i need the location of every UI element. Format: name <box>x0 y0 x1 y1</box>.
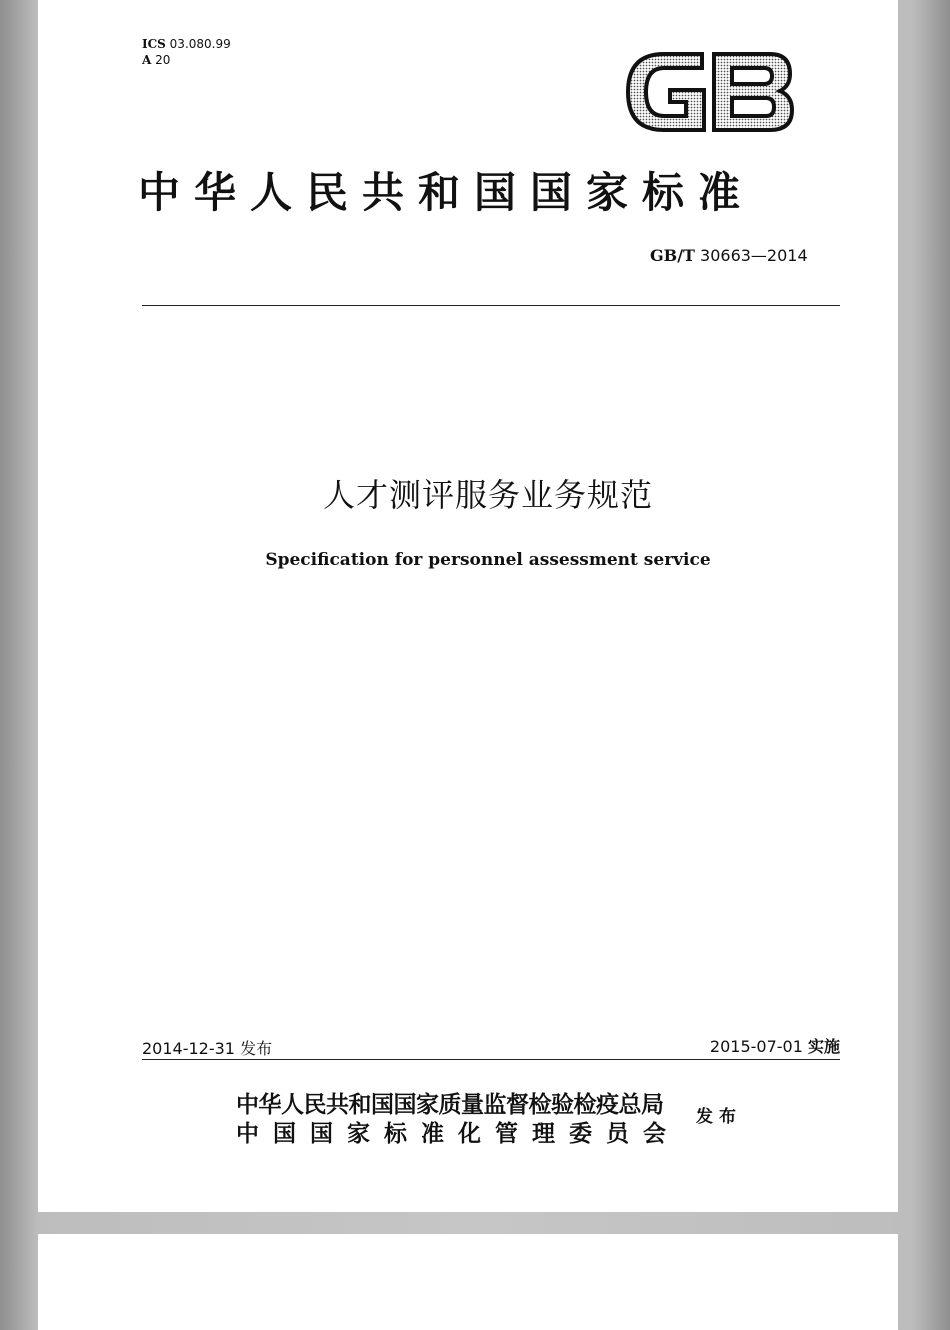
issue-date-line <box>142 1036 272 1059</box>
ics-code-line <box>142 36 231 52</box>
ccs-code: 20 <box>155 53 171 67</box>
document-title-cn: 人才测评服务业务规范 <box>322 476 653 514</box>
publish-label: 发布 <box>696 1107 742 1127</box>
implementation-date-line <box>710 1034 840 1057</box>
document-title-en: Specification for personnel assessment service <box>265 550 711 570</box>
standard-number <box>650 246 808 265</box>
issuer-aqsiq: 中华人民共和国国家质量监督检验检疫总局 <box>236 1091 664 1118</box>
standard-prefix: GB/T <box>650 246 695 265</box>
ccs-label: A <box>142 53 152 67</box>
national-standard-heading: 中华人民共和国国家标准 <box>138 168 755 217</box>
document-page <box>38 0 898 1212</box>
ccs-code-line <box>142 52 231 68</box>
gb-logo <box>624 46 794 138</box>
next-document-page <box>38 1234 898 1330</box>
top-divider <box>142 305 840 306</box>
issuer-sac: 中国国家标准化管理委员会 <box>236 1120 680 1147</box>
ics-label: ICS <box>142 37 166 51</box>
issue-date: 2014-12-31 <box>142 1039 235 1058</box>
implementation-label: 实施 <box>807 1037 840 1056</box>
standard-code: 30663—2014 <box>700 246 808 265</box>
implementation-date: 2015-07-01 <box>709 1037 803 1056</box>
issue-label: 发布 <box>240 1039 273 1058</box>
bottom-divider <box>142 1059 840 1060</box>
ics-code: 03.080.99 <box>169 37 231 51</box>
classification-codes <box>142 36 231 68</box>
